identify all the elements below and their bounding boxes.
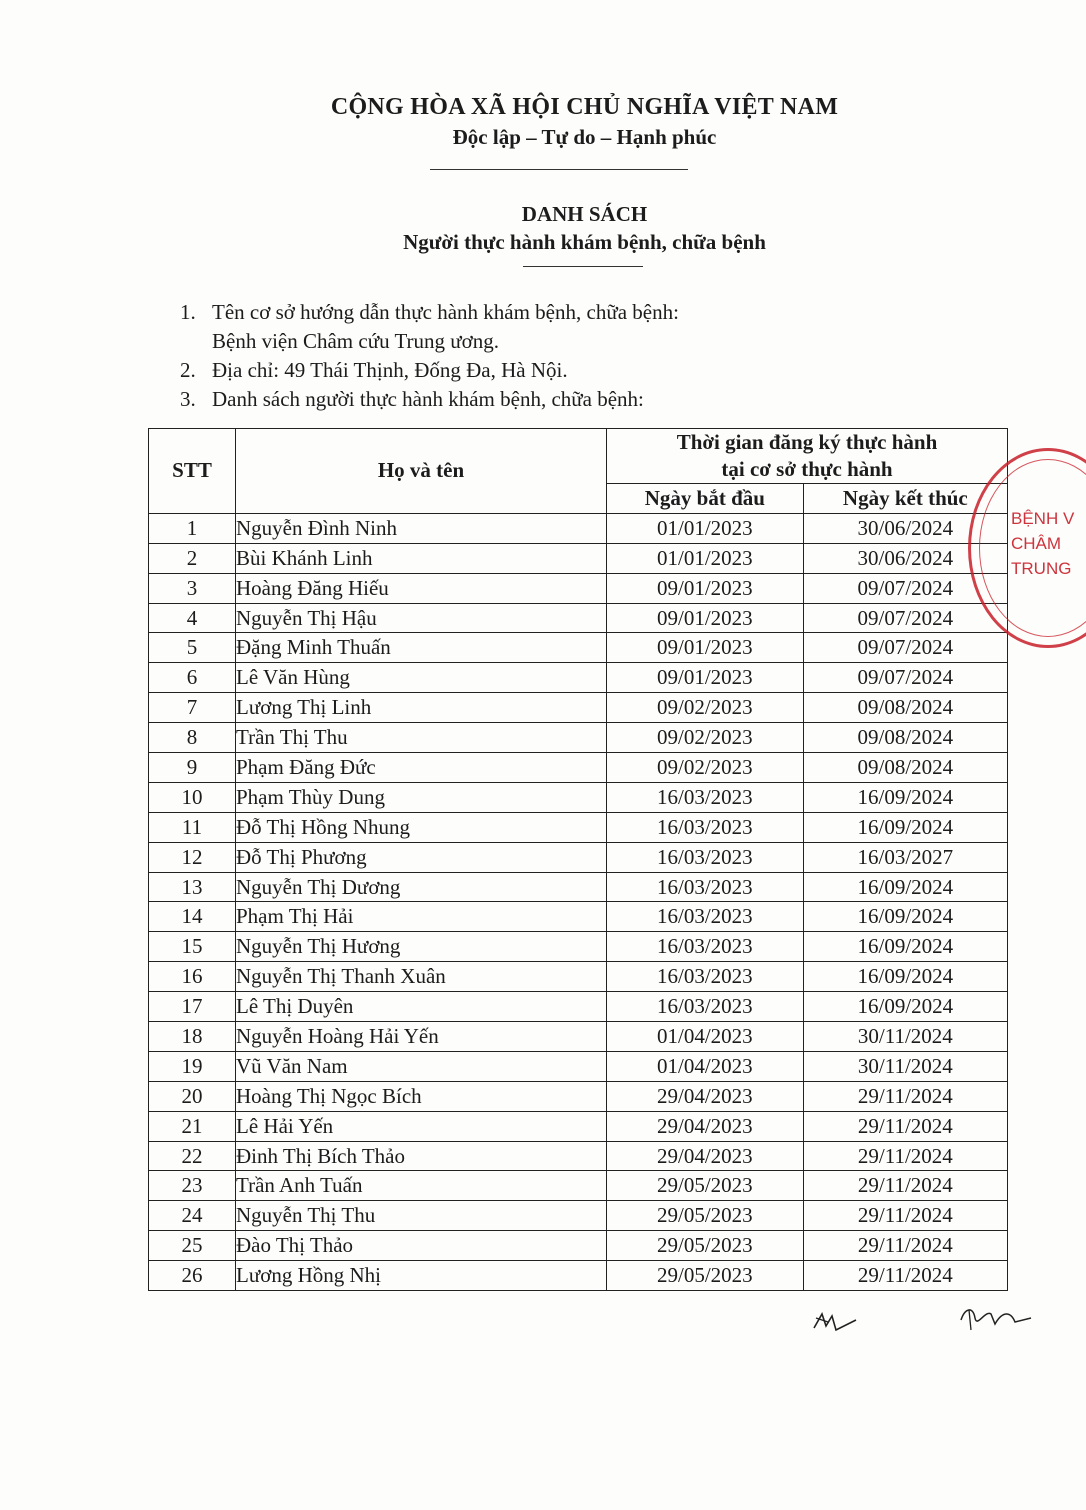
cell-name: Nguyễn Thị Hậu <box>236 603 607 633</box>
table-row <box>149 513 1008 543</box>
header-end-date: Ngày kết thúc <box>803 484 1007 514</box>
table-row <box>149 1231 1008 1261</box>
item-number: 2. <box>180 358 196 382</box>
cell-start-date: 16/03/2023 <box>607 902 804 932</box>
header-group-line1: Thời gian đăng ký thực hành <box>676 430 938 454</box>
table-row <box>149 753 1008 783</box>
cell-stt: 13 <box>149 872 236 902</box>
cell-end-date: 09/08/2024 <box>803 753 1007 783</box>
cell-start-date: 01/04/2023 <box>607 1022 804 1052</box>
cell-start-date: 29/05/2023 <box>607 1261 804 1291</box>
cell-end-date: 09/07/2024 <box>803 603 1007 633</box>
cell-name: Phạm Thị Hải <box>236 902 607 932</box>
table-row <box>149 902 1008 932</box>
cell-stt: 25 <box>149 1231 236 1261</box>
cell-stt: 14 <box>149 902 236 932</box>
cell-end-date: 29/11/2024 <box>803 1081 1007 1111</box>
cell-name: Hoàng Đăng Hiếu <box>236 573 607 603</box>
cell-name: Nguyễn Đình Ninh <box>236 513 607 543</box>
cell-start-date: 09/02/2023 <box>607 753 804 783</box>
cell-stt: 12 <box>149 842 236 872</box>
table-row <box>149 573 1008 603</box>
cell-end-date: 16/09/2024 <box>803 782 1007 812</box>
table-row <box>149 1171 1008 1201</box>
cell-name: Trần Anh Tuấn <box>236 1171 607 1201</box>
table-row <box>149 1141 1008 1171</box>
cell-name: Phạm Đăng Đức <box>236 753 607 783</box>
cell-start-date: 16/03/2023 <box>607 872 804 902</box>
table-body <box>149 513 1008 1290</box>
cell-start-date: 29/04/2023 <box>607 1111 804 1141</box>
header-divider <box>430 169 688 170</box>
table-row <box>149 543 1008 573</box>
cell-end-date: 16/03/2027 <box>803 842 1007 872</box>
header-registration-period <box>607 429 1008 484</box>
header-stt: STT <box>149 429 236 514</box>
cell-end-date: 30/11/2024 <box>803 1022 1007 1052</box>
cell-start-date: 01/01/2023 <box>607 513 804 543</box>
cell-stt: 20 <box>149 1081 236 1111</box>
cell-start-date: 16/03/2023 <box>607 782 804 812</box>
table-row <box>149 1261 1008 1291</box>
cell-start-date: 29/05/2023 <box>607 1171 804 1201</box>
table-row <box>149 663 1008 693</box>
cell-stt: 6 <box>149 663 236 693</box>
table-row <box>149 603 1008 633</box>
table-row <box>149 1111 1008 1141</box>
cell-name: Lê Hải Yến <box>236 1111 607 1141</box>
cell-end-date: 16/09/2024 <box>803 812 1007 842</box>
cell-end-date: 30/06/2024 <box>803 513 1007 543</box>
table-row <box>149 842 1008 872</box>
cell-name: Bùi Khánh Linh <box>236 543 607 573</box>
item-text: Địa chỉ: 49 Thái Thịnh, Đống Đa, Hà Nội. <box>212 358 568 382</box>
item-text: Danh sách người thực hành khám bệnh, chữa bệnh: <box>212 387 644 411</box>
cell-name: Lương Hồng Nhị <box>236 1261 607 1291</box>
cell-name: Hoàng Thị Ngọc Bích <box>236 1081 607 1111</box>
cell-start-date: 16/03/2023 <box>607 932 804 962</box>
cell-end-date: 09/07/2024 <box>803 663 1007 693</box>
cell-start-date: 09/02/2023 <box>607 693 804 723</box>
cell-end-date: 09/07/2024 <box>803 633 1007 663</box>
cell-start-date: 16/03/2023 <box>607 962 804 992</box>
item-number: 3. <box>180 387 196 411</box>
cell-name: Lê Văn Hùng <box>236 663 607 693</box>
cell-name: Nguyễn Thị Dương <box>236 872 607 902</box>
cell-name: Trần Thị Thu <box>236 723 607 753</box>
cell-stt: 26 <box>149 1261 236 1291</box>
cell-stt: 21 <box>149 1111 236 1141</box>
cell-start-date: 16/03/2023 <box>607 842 804 872</box>
cell-name: Nguyễn Thị Thanh Xuân <box>236 962 607 992</box>
cell-stt: 22 <box>149 1141 236 1171</box>
cell-stt: 9 <box>149 753 236 783</box>
list-item <box>180 356 679 385</box>
table-row <box>149 812 1008 842</box>
cell-name: Lê Thị Duyên <box>236 992 607 1022</box>
cell-end-date: 29/11/2024 <box>803 1141 1007 1171</box>
cell-stt: 1 <box>149 513 236 543</box>
cell-start-date: 09/01/2023 <box>607 573 804 603</box>
cell-stt: 8 <box>149 723 236 753</box>
cell-end-date: 29/11/2024 <box>803 1171 1007 1201</box>
cell-stt: 7 <box>149 693 236 723</box>
cell-start-date: 09/01/2023 <box>607 633 804 663</box>
item-text: Tên cơ sở hướng dẫn thực hành khám bệnh, chữa bệnh: <box>212 300 679 324</box>
initial-signature-right <box>955 1300 1035 1336</box>
table-row <box>149 1022 1008 1052</box>
cell-start-date: 29/05/2023 <box>607 1231 804 1261</box>
cell-start-date: 29/04/2023 <box>607 1141 804 1171</box>
cell-end-date: 29/11/2024 <box>803 1231 1007 1261</box>
cell-stt: 3 <box>149 573 236 603</box>
table-row <box>149 992 1008 1022</box>
nation-motto: Độc lập – Tự do – Hạnh phúc <box>452 125 717 149</box>
title-divider <box>523 266 643 267</box>
table-row <box>149 932 1008 962</box>
table-row <box>149 1051 1008 1081</box>
cell-name: Đỗ Thị Phương <box>236 842 607 872</box>
nation-title: CỘNG HÒA XÃ HỘI CHỦ NGHĨA VIỆT NAM <box>330 94 839 120</box>
table-row <box>149 962 1008 992</box>
list-item <box>180 298 679 327</box>
cell-start-date: 09/01/2023 <box>607 603 804 633</box>
table-row <box>149 872 1008 902</box>
cell-start-date: 29/04/2023 <box>607 1081 804 1111</box>
cell-start-date: 29/05/2023 <box>607 1201 804 1231</box>
cell-start-date: 09/02/2023 <box>607 723 804 753</box>
document-header <box>0 94 1086 150</box>
item-number: 1. <box>180 300 196 324</box>
cell-name: Đào Thị Thảo <box>236 1231 607 1261</box>
cell-end-date: 09/08/2024 <box>803 693 1007 723</box>
table-row <box>149 693 1008 723</box>
cell-name: Đỗ Thị Hồng Nhung <box>236 812 607 842</box>
cell-name: Nguyễn Thị Hương <box>236 932 607 962</box>
cell-end-date: 16/09/2024 <box>803 872 1007 902</box>
cell-name: Đinh Thị Bích Thảo <box>236 1141 607 1171</box>
cell-start-date: 09/01/2023 <box>607 663 804 693</box>
table-row <box>149 1081 1008 1111</box>
cell-name: Lương Thị Linh <box>236 693 607 723</box>
cell-end-date: 29/11/2024 <box>803 1261 1007 1291</box>
cell-end-date: 16/09/2024 <box>803 932 1007 962</box>
cell-stt: 5 <box>149 633 236 663</box>
cell-end-date: 16/09/2024 <box>803 902 1007 932</box>
cell-start-date: 01/04/2023 <box>607 1051 804 1081</box>
cell-end-date: 29/11/2024 <box>803 1111 1007 1141</box>
cell-stt: 23 <box>149 1171 236 1201</box>
hospital-seal: BỆNH V CHÂM TRUNG <box>968 448 1086 648</box>
cell-name: Nguyễn Hoàng Hải Yến <box>236 1022 607 1052</box>
cell-stt: 11 <box>149 812 236 842</box>
initial-signature-left <box>810 1306 860 1336</box>
cell-start-date: 16/03/2023 <box>607 992 804 1022</box>
cell-stt: 4 <box>149 603 236 633</box>
cell-start-date: 16/03/2023 <box>607 812 804 842</box>
cell-stt: 10 <box>149 782 236 812</box>
cell-stt: 24 <box>149 1201 236 1231</box>
table-row <box>149 782 1008 812</box>
header-group-line2: tại cơ sở thực hành <box>721 457 893 481</box>
cell-end-date: 09/08/2024 <box>803 723 1007 753</box>
cell-stt: 15 <box>149 932 236 962</box>
list-item <box>180 385 679 414</box>
cell-name: Phạm Thùy Dung <box>236 782 607 812</box>
table-row <box>149 723 1008 753</box>
cell-end-date: 09/07/2024 <box>803 573 1007 603</box>
table-row <box>149 633 1008 663</box>
cell-start-date: 01/01/2023 <box>607 543 804 573</box>
cell-end-date: 16/09/2024 <box>803 962 1007 992</box>
cell-name: Nguyễn Thị Thu <box>236 1201 607 1231</box>
cell-end-date: 30/11/2024 <box>803 1051 1007 1081</box>
cell-name: Vũ Văn Nam <box>236 1051 607 1081</box>
cell-stt: 19 <box>149 1051 236 1081</box>
cell-end-date: 30/06/2024 <box>803 543 1007 573</box>
cell-name: Đặng Minh Thuấn <box>236 633 607 663</box>
cell-end-date: 29/11/2024 <box>803 1201 1007 1231</box>
cell-stt: 16 <box>149 962 236 992</box>
cell-stt: 2 <box>149 543 236 573</box>
cell-end-date: 16/09/2024 <box>803 992 1007 1022</box>
header-name: Họ và tên <box>236 429 607 514</box>
practitioner-table <box>148 428 1008 1291</box>
header-start-date: Ngày bắt đầu <box>607 484 804 514</box>
item-continuation: Bệnh viện Châm cứu Trung ương. <box>212 329 500 353</box>
document-subtitle: Người thực hành khám bệnh, chữa bệnh <box>403 230 766 254</box>
document-title: DANH SÁCH <box>521 202 648 226</box>
cell-stt: 17 <box>149 992 236 1022</box>
table-row <box>149 1201 1008 1231</box>
cell-stt: 18 <box>149 1022 236 1052</box>
info-list <box>180 298 679 414</box>
